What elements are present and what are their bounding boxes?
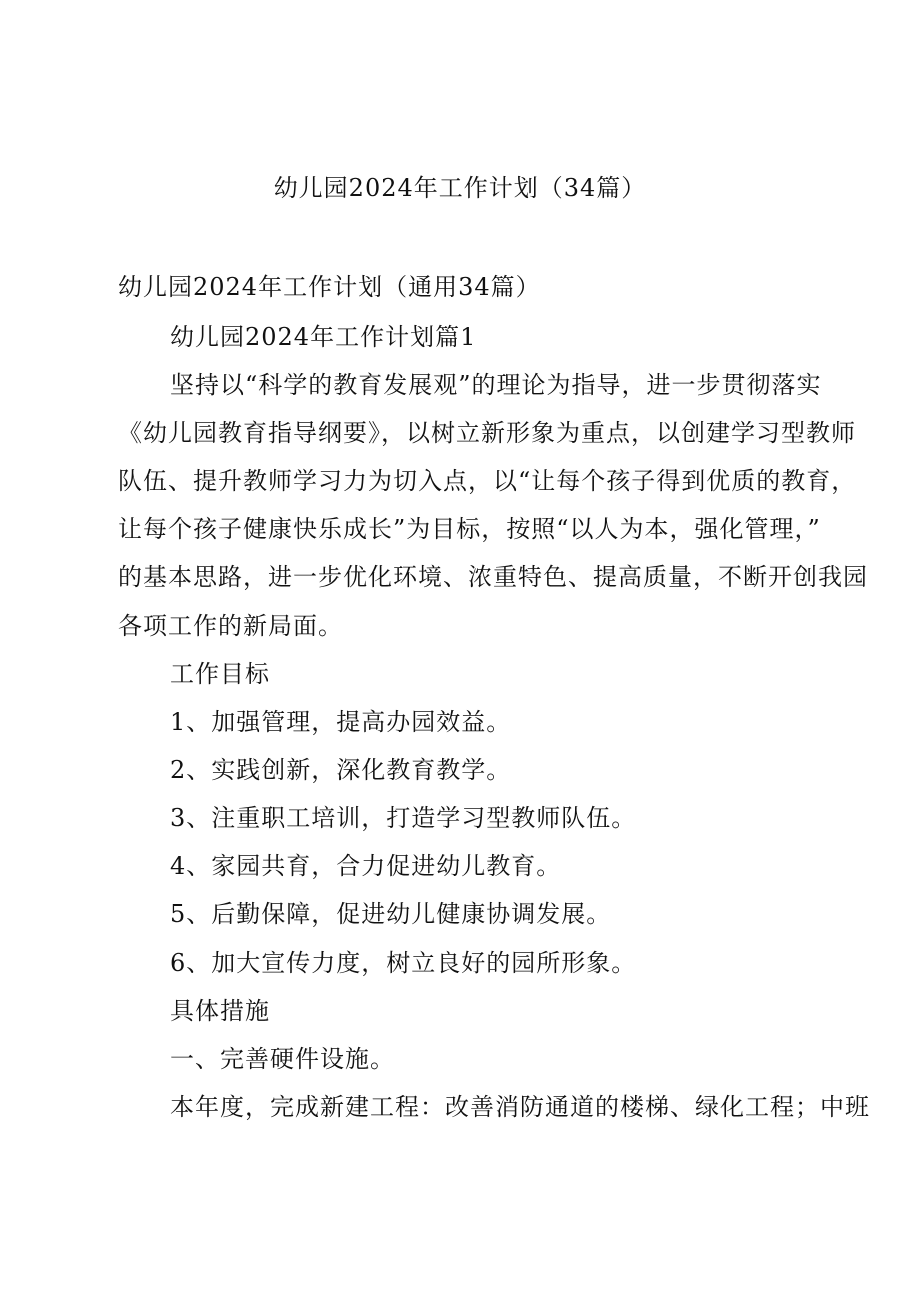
goal-item: 4、家园共育，合力促进幼儿教育。 (170, 852, 562, 880)
intro-line: 各项工作的新局面。 (118, 612, 343, 640)
intro-line: 《幼儿园教育指导纲要》，以树立新形象为重点，以创建学习型教师 (118, 419, 856, 447)
document-subtitle: 幼儿园2024年工作计划（通用34篇） (118, 273, 541, 301)
measures-heading: 具体措施 (170, 997, 270, 1025)
intro-line: 让每个孩子健康快乐成长”为目标，按照“以人为本，强化管理，” (118, 515, 821, 543)
goals-heading: 工作目标 (170, 660, 270, 688)
section-heading: 幼儿园2024年工作计划篇1 (170, 323, 477, 351)
intro-line: 坚持以“科学的教育发展观”的理论为指导，进一步贯彻落实 (170, 371, 822, 399)
goal-item: 2、实践创新，深化教育教学。 (170, 756, 512, 784)
measure-heading: 一、完善硬件设施。 (170, 1045, 395, 1073)
goal-item: 1、加强管理，提高办园效益。 (170, 708, 512, 736)
goal-item: 6、加大宣传力度，树立良好的园所形象。 (170, 949, 637, 977)
measure-text: 本年度，完成新建工程：改善消防通道的楼梯、绿化工程；中班 (170, 1093, 870, 1121)
intro-line: 的基本思路，进一步优化环境、浓重特色、提高质量，不断开创我园 (118, 563, 868, 591)
intro-line: 队伍、提升教师学习力为切入点，以“让每个孩子得到优质的教育， (118, 467, 857, 495)
goal-item: 3、注重职工培训，打造学习型教师队伍。 (170, 804, 637, 832)
goal-item: 5、后勤保障，促进幼儿健康协调发展。 (170, 900, 612, 928)
document-title: 幼儿园2024年工作计划（34篇） (273, 174, 647, 202)
